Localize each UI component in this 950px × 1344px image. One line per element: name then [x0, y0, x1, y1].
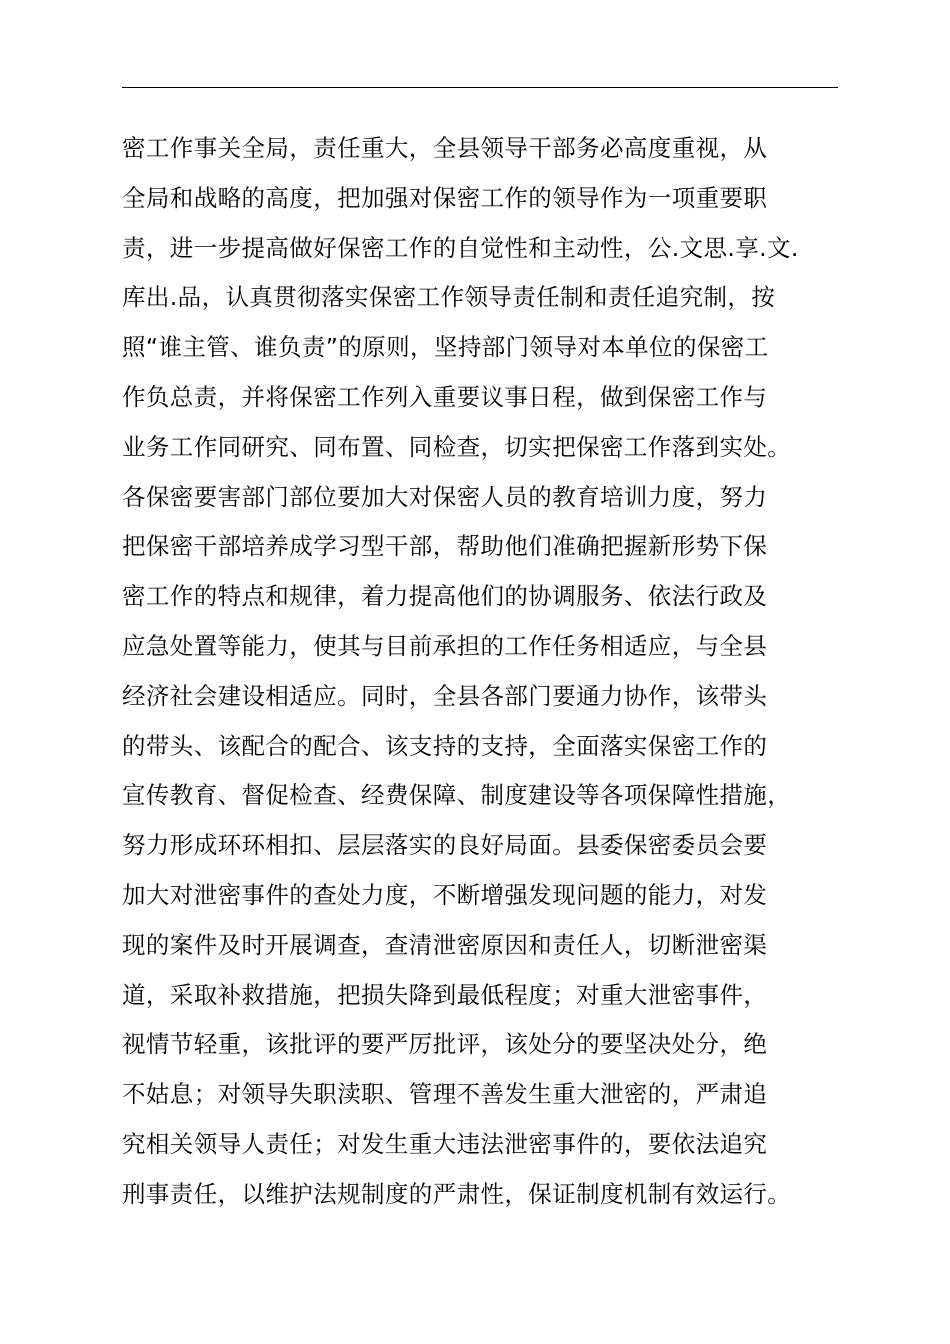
- text-line: 全局和战略的高度，把加强对保密工作的领导作为一项重要职: [122, 183, 768, 212]
- text-line: 作负总责，并将保密工作列入重要议事日程，做到保密工作与: [122, 382, 768, 411]
- text-line: 业务工作同研究、同布置、同检查，切实把保密工作落到实处。: [122, 432, 792, 461]
- text-line: 视情节轻重，该批评的要严厉批评，该处分的要坚决处分，绝: [122, 1030, 768, 1059]
- text-line: 刑事责任，以维护法规制度的严肃性，保证制度机制有效运行。: [122, 1179, 792, 1208]
- text-line: 应急处置等能力，使其与目前承担的工作任务相适应，与全县: [122, 631, 768, 660]
- text-line: 努力形成环环相扣、层层落实的良好局面。县委保密委员会要: [122, 831, 768, 860]
- text-line: 密工作的特点和规律，着力提高他们的协调服务、依法行政及: [122, 582, 768, 611]
- header-rule: [122, 87, 838, 88]
- text-line: 现的案件及时开展调查，查清泄密原因和责任人，切断泄密渠: [122, 930, 768, 959]
- text-line: 责，进一步提高做好保密工作的自觉性和主动性，公.文思.享.文.: [122, 233, 799, 262]
- text-line: 密工作事关全局，责任重大，全县领导干部务必高度重视，从: [122, 134, 768, 162]
- text-line: 的带头、该配合的配合、该支持的支持，全面落实保密工作的: [122, 731, 768, 760]
- text-line: 究相关领导人责任；对发生重大违法泄密事件的，要依法追究: [122, 1129, 768, 1158]
- text-line: 各保密要害部门部位要加大对保密人员的教育培训力度，努力: [122, 482, 768, 511]
- text-line: 库出.品，认真贯彻落实保密工作领导责任制和责任追究制，按: [122, 283, 776, 312]
- text-line: 宣传教育、督促检查、经费保障、制度建设等各项保障性措施，: [122, 781, 792, 810]
- text-line: 照“谁主管、谁负责”的原则，坚持部门领导对本单位的保密工: [122, 333, 769, 362]
- text-line: 不姑息；对领导失职渎职、管理不善发生重大泄密的，严肃追: [122, 1080, 768, 1109]
- text-line: 经济社会建设相适应。同时，全县各部门要通力协作，该带头: [122, 681, 768, 710]
- text-line: 把保密干部培养成学习型干部，帮助他们准确把握新形势下保: [122, 532, 768, 561]
- text-line: 加大对泄密事件的查处力度，不断增强发现问题的能力，对发: [122, 880, 768, 909]
- text-line: 道，采取补救措施，把损失降到最低程度；对重大泄密事件，: [122, 980, 768, 1009]
- body-paragraph: [122, 124, 852, 1220]
